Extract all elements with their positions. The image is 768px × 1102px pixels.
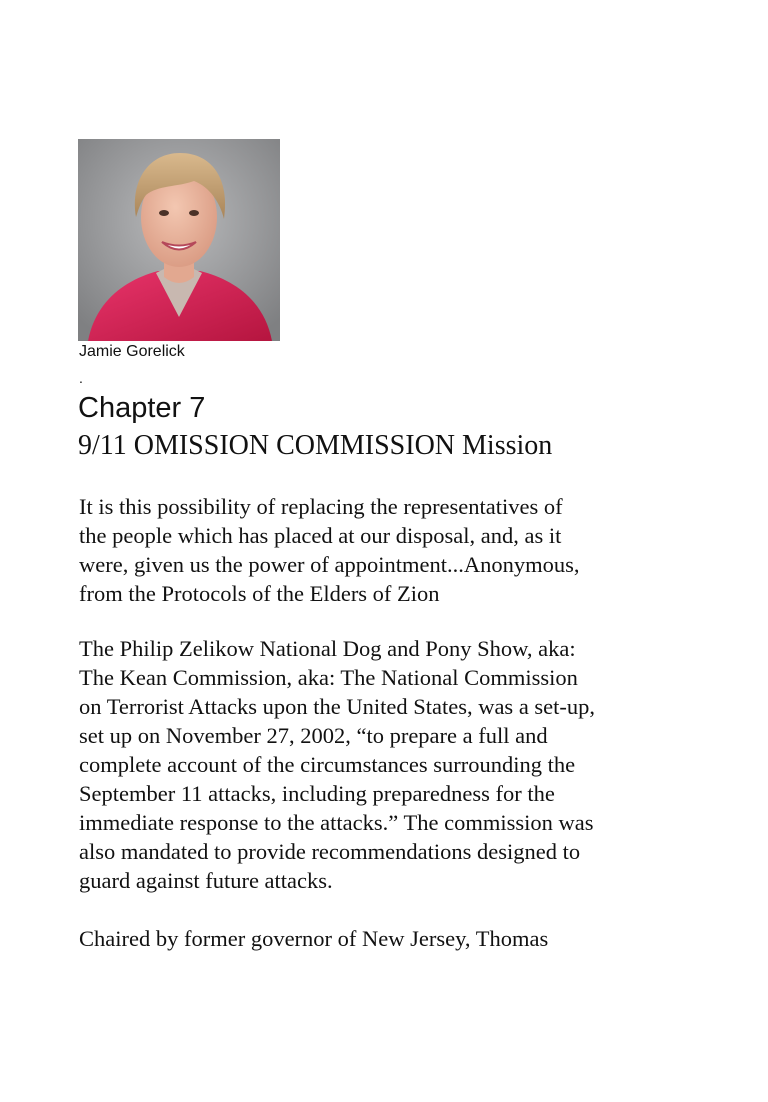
separator-dot: . <box>79 370 83 386</box>
text-line: immediate response to the attacks.” The commission was <box>79 810 594 835</box>
text-line: the people which has placed at our disposal, and, as it <box>79 523 562 548</box>
text-line: guard against future attacks. <box>79 868 333 893</box>
text-line: also mandated to provide recommendations designed to <box>79 839 581 864</box>
text-line: The Philip Zelikow National Dog and Pony Show, aka: <box>79 636 576 661</box>
right-eye <box>189 210 199 216</box>
text-line: from the Protocols of the Elders of Zion <box>79 581 440 606</box>
text-line: complete account of the circumstances surrounding the <box>79 752 576 777</box>
photo-caption: Jamie Gorelick <box>79 343 185 360</box>
portrait-illustration <box>78 139 280 341</box>
left-eye <box>159 210 169 216</box>
text-line: were, given us the power of appointment...Anonymous, <box>79 552 580 577</box>
chapter-label: Chapter 7 <box>78 392 206 424</box>
text-line: on Terrorist Attacks upon the United States, was a set-up, <box>79 694 596 719</box>
text-line: It is this possibility of replacing the representatives of <box>79 494 563 519</box>
text-line: The Kean Commission, aka: The National Commission <box>79 665 578 690</box>
portrait-photo <box>78 139 280 341</box>
text-line: Chaired by former governor of New Jersey, Thomas <box>79 926 549 951</box>
text-line: September 11 attacks, including preparedness for the <box>79 781 555 806</box>
epigraph-paragraph <box>79 492 689 608</box>
commission-paragraph <box>79 634 689 895</box>
chair-paragraph <box>79 924 689 953</box>
chapter-title: 9/11 OMISSION COMMISSION Mission <box>78 430 553 461</box>
text-line: set up on November 27, 2002, “to prepare a full and <box>79 723 548 748</box>
